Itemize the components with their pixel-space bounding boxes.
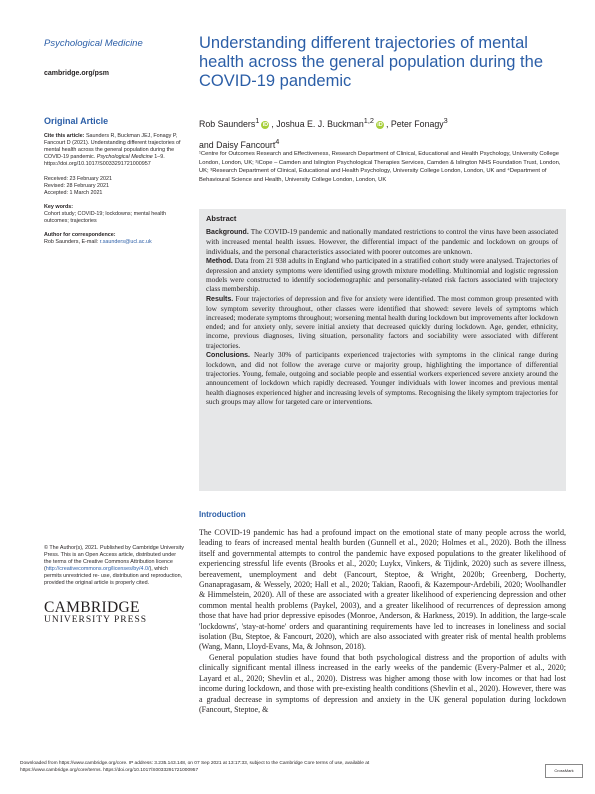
abstract-method [206,256,558,294]
body-paragraph: General population studies have found that both psychological distress and the proportion of adults with clinically significant mental illness increased in the early weeks of the pandemic (Every-Palmer et al., 2020; Layard et al., 2020; Shevlin et al., 2020). Distress was higher among those with low incomes or that had lost income during lockdown, and those with pre-existing health conditions (Shevlin et al., 2020). However, there was a gradual decrease in symptoms of depression and anxiety in the UK general population during lockdown (Fancourt, Steptoe, & [199,652,566,714]
correspondence [44,239,184,246]
citation-doi-link[interactable]: https://doi.org/10.1017/S0033291721000957 [44,161,151,168]
affiliation-marker: 1 [255,116,260,125]
abstract-section-label: Background. [206,229,249,237]
affiliation-marker: 3 [443,116,448,125]
affiliation-marker: 4 [275,136,280,146]
author-name[interactable]: Rob Saunders [199,118,256,129]
license-text: ), which permits unrestricted re- use, distribution and reproduction, provided the original article is properly cited. [44,566,183,587]
author-name[interactable]: Joshua E. J. Buckman [276,118,364,129]
correspondence-email-link[interactable]: r.saunders@ucl.ac.uk [99,239,152,246]
citation-journal: Psychological Medicine [96,154,153,161]
affiliation-marker: 1,2 [363,116,374,125]
journal-site-link[interactable]: cambridge.org/psm [44,70,109,77]
author-list: Rob Saunders$^1$ iD , Joshua E. J. Buckman$^{1,2}$ iD , Peter Fonagy$^3$ and Daisy Fancourt$^4$ [199,116,448,150]
abstract-section-text: Data from 21 938 adults in England who participated in a stratified cohort study were analysed. Trajectories of depression and anxiety symptoms were identified using growth mixture modelling. Multinomial and logistic regression models were constructed to identify sociodemographic and personality-related risk factors associated with trajectory class membership. [206,255,558,294]
affiliations: ¹Centre for Outcomes Research and Effectiveness, Research Department of Clinical, Educational and Health Psychology, University College London, London, UK; ²iCope – Camden and Islington Psychological Therapies Services, Camden & Islington NHS Foundation Trust, London, UK; ³Research Department of Clinical, Educational and Health Psychology, University College London, London, UK and ⁴Department of Behavioural Science and Health, University College London, London, UK [199,151,561,184]
license-link[interactable]: http://creativecommons.org/licenses/by/4.0/ [45,566,150,573]
publisher-logo [44,600,184,625]
publisher-name: CAMBRIDGE [44,599,140,616]
article-type: Original Article [44,116,109,126]
license-text: © The Author(s), 2021. Published by Cambridge University Press. This is an Open Access article, distributed under the terms of the Creative Commons Attribution licence ( [44,545,184,573]
orcid-icon[interactable]: iD [262,121,269,128]
download-footer [20,760,580,774]
author-name[interactable]: Peter Fonagy [390,118,444,129]
body-paragraph: The COVID-19 pandemic has had a profound impact on the emotional state of many people across the world, leading to fears of increased mental health burden (Gunnell et al., 2020; Holmes et al., 2020). Both the illness itself and governmental attempts to control the pandemic have exposed populations to the greater likelihood of experiencing stressful life events (Brooks et al., 2020; Luykx, Vinkers, & Tijdink, 2020) such as severe illness, bereavement, unemployment and debt (Fancourt, Steptoe, & Wright, 2020b; Greenberg, Docherty, Gnanapragasam, & Wessely, 2020; Hall et al., 2020; Takian, Raoofi, & Kazempour-Ardebili, 2020; Woolhandler & Himmelstein, 2020). All of these are associated with a greater likelihood of experiencing depression and other common mental health problems (Paykel, 2003), and a greater likelihood of recurrences of depression among those that have had prior depressive episodes (Monroe, Anderson, & Harkness, 2019). In addition, the large-scale 'lockdowns', 'stay-at-home' orders and quarantining requirements have led to increases in loneliness and social isolation (Bu, Steptoe, & Fancourt, 2020), which are also associated with greater risk of mental health problems (Wang, Mann, Lloyd-Evans, Ma, & Johnson, 2018). [199,528,566,652]
correspondence-text: Rob Saunders, E-mail: [44,239,99,246]
citation [44,133,184,168]
abstract-heading: Abstract [206,214,237,223]
author-name[interactable]: and Daisy Fancourt [199,139,276,150]
received-date: Received: 23 February 2021 [44,175,113,182]
footer-line[interactable]: https://www.cambridge.org/core/terms. https://doi.org/10.1017/S0033291721000957 [20,768,199,773]
keywords-label: Key words: [44,203,74,210]
revised-date: Revised: 28 February 2021 [44,182,110,189]
article-body [199,528,566,715]
license-notice [44,545,184,588]
abstract-section-text: The COVID-19 pandemic and nationally mandated restrictions to control the virus have been associated with increased mental health issues. However, the differential impact of the pandemic and lockdown on groups of individuals, and the personal characteristics associated with poorer outcomes are unknown. [206,227,558,256]
crossmark-logo[interactable]: CrossMark [545,764,583,778]
footer-line: Downloaded from https://www.cambridge.org/core. IP address: 3.235.143.148, on 07 Sep 2021 at 13:17:33, subject to the Cambridge Core terms of use, available at [20,761,370,766]
abstract-results [206,294,558,350]
citation-pages: 1–9. [154,154,165,161]
citation-label: Cite this article: [44,133,85,140]
abstract-section-label: Conclusions. [206,351,250,359]
abstract-section-label: Method. [206,257,233,265]
publisher-subname: UNIVERSITY PRESS [44,615,148,625]
abstract-conclusions [206,350,558,406]
abstract-section-text: Four trajectories of depression and five for anxiety were identified. The most common group presented with low symptom severity throughout, other classes were identified that showed: severe levels of symptoms which increased; moderate symptoms throughout; worsening mental health during lockdown but improvements after lockdown ended; and for anxiety only, severe initial anxiety that decreased quickly during lockdown. Age, gender, ethnicity, income, previous diagnoses, living situation, personality factors and sociability were associated with different trajectories. [206,293,558,350]
abstract-box [199,209,566,491]
abstract-section-text: Nearly 30% of participants experienced trajectories with symptoms in the clinical range during lockdown, and did not follow the average curve or majority group, highlighting the importance of differential trajectories. Young, female, outgoing and sociable people and essential workers experienced severe anxiety around the announcement of lockdown which rapidly decreased. Younger individuals with lower incomes and previous mental health diagnoses experienced higher and increasing levels of symptoms. Recognising the likely symptom trajectories for such groups may allow for targeted care or interventions. [206,349,558,406]
orcid-icon[interactable]: iD [377,121,383,128]
article-title: Understanding different trajectories of mental health across the general population during the COVID-19 pandemic [199,34,543,90]
correspondence-label: Author for correspondence: [44,232,116,239]
citation-text: Saunders R, Buckman JEJ, Fonagy P, Fancourt D (2021). Understanding different trajectories of mental health across the general population during the COVID-19 pandemic. [44,133,181,161]
section-heading: Introduction [199,510,246,519]
article-sidebar [44,118,184,246]
abstract-background [206,227,558,256]
abstract-section-label: Results. [206,295,234,303]
journal-name: Psychological Medicine [44,38,143,49]
accepted-date: Accepted: 1 March 2021 [44,189,103,196]
keywords: Cohort study; COVID-19; lockdowns; mental health outcomes; trajectories [44,210,166,225]
